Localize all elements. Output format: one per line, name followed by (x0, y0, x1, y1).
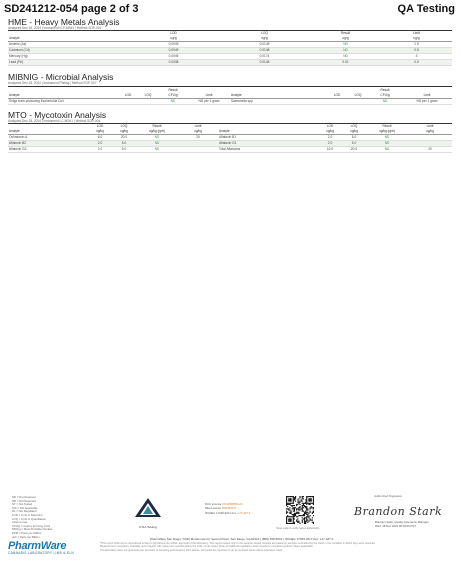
signer-info (375, 521, 455, 528)
table-cell: 0.0045 (128, 54, 219, 60)
column-header: Analyte (230, 88, 326, 99)
accreditation-triangle-icon (133, 497, 163, 519)
table-cell: ND (310, 42, 381, 48)
heavy-metals-table (8, 31, 452, 66)
table-cell: ND (136, 147, 178, 153)
license-label: DCC License (205, 502, 222, 506)
column-header: Limit (402, 88, 452, 99)
table-cell: 0.5 (381, 48, 452, 54)
column-header: Analyte (8, 88, 118, 99)
table-cell: ND (136, 135, 178, 141)
table-cell: ND (366, 147, 408, 153)
mycotoxin-title: MTO - Mycotoxin Analysis (8, 110, 107, 120)
table-cell: ND per 1 gram (402, 99, 452, 105)
column-header: LOQ (348, 88, 368, 99)
table-cell: 0.0049 (128, 42, 219, 48)
table-cell: 0.0148 (219, 48, 310, 54)
report-id: SD241212-054 page 2 of 3 (4, 3, 139, 15)
footer-abbreviations (12, 496, 82, 539)
abbreviation-note: CFU/g = Colony Forming Units (12, 523, 51, 528)
signer-line: Brandon Stark, Quality Assurance Manager (375, 520, 429, 524)
abbreviation-note: NT = Not Tested (12, 502, 33, 507)
table-cell: 6.0 (88, 135, 112, 141)
disclaimer-line: Measurement uncertainty available upon request. ND values are reported below the LOD. Limits reflect State of California regulatory action levels for cannabis products where applicable. (100, 545, 314, 549)
microbial-meta: Analyzed Dec 18, 2024 | Instrument Plating | Method SOP-007 (8, 81, 97, 85)
table-cell: Salmonella spp (230, 99, 326, 105)
table-cell: 0.01 (310, 60, 381, 66)
table-cell (348, 99, 368, 105)
column-header: Analyte (218, 124, 318, 135)
column-header: Analyte (8, 124, 88, 135)
abbreviation-note: LOD = Limit of Detection (12, 512, 43, 517)
table-cell: ND (366, 135, 408, 141)
abbreviation-note: NR = Not Reported (12, 498, 36, 503)
table-cell: ND per 1 gram (188, 99, 230, 105)
perma-accreditation-badge (133, 497, 163, 529)
table-cell: ND (136, 141, 178, 147)
disclaimer (100, 542, 456, 552)
mycotoxin-table (8, 124, 452, 153)
disclaimer-line: *This report shall not be reproduced except in full without the written approval of the laboratory. This report relates only to the samples tested. Results are based on samples submitted by the client in the condition in which they were received. (100, 542, 376, 545)
table-cell: Aflatoxin B1 (218, 135, 318, 141)
column-header: Analyte (8, 31, 128, 42)
license-block (205, 502, 275, 515)
table-cell (118, 99, 138, 105)
table-cell (326, 99, 348, 105)
table-cell: 5.0 (342, 135, 366, 141)
table-cell: 20.0 (342, 147, 366, 153)
table-cell: 0.0146 (219, 60, 310, 66)
abbreviation-note: Action Level (12, 520, 28, 525)
column-header: Result ug/kg (ppb) (366, 124, 408, 135)
table-cell: ND (366, 141, 408, 147)
column-header: LOQ (138, 88, 158, 99)
table-cell: 2.0 (318, 141, 342, 147)
table-cell: 1.5 (381, 42, 452, 48)
table-cell: 0.0174 (219, 54, 310, 60)
table-cell: Aflatoxin B2 (8, 141, 88, 147)
column-header: Result ug/kg (ppb) (136, 124, 178, 135)
license-label: DEA License (205, 506, 222, 511)
abbreviation-note: N/A = Not Applicable (12, 505, 38, 510)
abbreviation-note: ppb = Parts per Billion (12, 534, 40, 539)
heavy-metals-meta: Analyzed Dec 18, 2024 | Instrument ICP-MS#1 | Method SOP-001 (8, 26, 102, 30)
qr-caption: Scan code to verify report authenticity (276, 527, 320, 530)
table-cell: 0.0038 (128, 60, 219, 66)
table-cell: ND (310, 48, 381, 54)
abbreviation-note: ND = Not Detected (12, 495, 36, 499)
table-cell: Arsenic (As) (8, 42, 128, 48)
license-value: RS0463277 (221, 506, 237, 511)
header-row (8, 31, 452, 42)
table-cell: Ochratoxin A (8, 135, 88, 141)
table-cell (138, 99, 158, 105)
abbreviation-note: LOQ = Limit of Quantitation (12, 516, 46, 521)
column-header: Limit ug/kg (408, 124, 452, 135)
table-cell: Mercury (Hg) (8, 54, 128, 60)
table-cell: Aflatoxin G2 (8, 147, 88, 153)
table-cell: 2.0 (88, 141, 112, 147)
column-header: Limit ug/g (381, 31, 452, 42)
table-cell: 5.0 (342, 141, 366, 147)
table-cell: Aflatoxin G1 (218, 141, 318, 147)
table-cell: 2.0 (318, 135, 342, 141)
table-cell: Lead (Pb) (8, 60, 128, 66)
signer-line: Wed, 18 Dec 2024 00:00:00 PST (375, 523, 416, 528)
table-cell: 5.0 (112, 141, 136, 147)
table-cell: 20 (408, 147, 452, 153)
signature-label: Authorized Signature (374, 494, 403, 498)
column-header: Result ug/g (310, 31, 381, 42)
signature: Brandon Stark (354, 505, 443, 518)
license-label: ISO/IEC 17025:2017 Acc. (205, 510, 237, 515)
table-cell (178, 147, 218, 153)
column-header: LOQ ug/g (219, 31, 310, 42)
pharmware-logo (8, 540, 74, 555)
logo-wordmark: PharmWare (8, 540, 67, 552)
column-header: LOD (118, 88, 138, 99)
header-row (8, 88, 452, 99)
table-cell: 10.0 (318, 147, 342, 153)
abbreviation-note: RL = Not Regulated (12, 509, 37, 514)
table-row (8, 60, 452, 66)
header-lab-name: QA Testing (397, 3, 455, 15)
microbial-title: MIBNIG - Microbial Analysis (8, 72, 114, 82)
table-cell: 3 (381, 54, 452, 60)
table-cell: 20 (178, 135, 218, 141)
license-row (205, 511, 275, 515)
perma-name: PJLA Testing (139, 525, 157, 529)
table-cell: 0.0049 (128, 48, 219, 54)
table-cell: Shiga toxin-producing Escherichia Coli (8, 99, 118, 105)
table-cell: ND (310, 54, 381, 60)
table-cell: Total Aflatoxins (218, 147, 318, 153)
column-header: LOD ug/g (128, 31, 219, 42)
table-cell: 0.5 (381, 60, 452, 66)
column-header: Result CFU/g (158, 88, 188, 99)
logo-tagline: CANNABIS LABORATORY LIMS & ELN (8, 551, 74, 555)
table-row (8, 147, 452, 153)
license-value: L17-427-1 (237, 510, 251, 515)
column-header: Limit ug/kg (178, 124, 218, 135)
heavy-metals-title: HME - Heavy Metals Analysis (8, 17, 120, 27)
license-value: C8-0000059-LIC (222, 502, 243, 506)
abbreviation-note: MPN/g = Most Probable Number (12, 527, 53, 532)
column-header: LOQ ug/kg (342, 124, 366, 135)
table-cell: ND (158, 99, 188, 105)
table-cell: 20.0 (112, 135, 136, 141)
table-cell: 5.0 (112, 147, 136, 153)
verification-qr-code[interactable] (286, 496, 314, 529)
column-header: LOQ ug/kg (112, 124, 136, 135)
disclaimer-line: The laboratory does not guarantee the accuracy of sampling performed by third parties. All results are reported on an as received basis unless otherwise noted. (100, 548, 283, 552)
column-header: LOD (326, 88, 348, 99)
column-header: Result CFU/g (368, 88, 402, 99)
microbial-rule (8, 86, 452, 87)
lab-address: PharmWare San Diego | 5440 Morehouse Dr, Second Floor, San Diego, CA 92121 | (858) 356-5694 | ISO/IEC 17025:2017 Acc. L17-427-1 (150, 537, 334, 541)
qr-code-icon (286, 496, 314, 524)
microbial-table (8, 88, 452, 105)
column-header: LOD ug/kg (318, 124, 342, 135)
column-header: Limit (188, 88, 230, 99)
mycotoxin-meta: Analyzed Dec 18, 2024 | Instrument LC-MS#1 | Method SOP-004 (8, 119, 101, 123)
table-cell: ND (368, 99, 402, 105)
table-cell: 2.0 (88, 147, 112, 153)
table-cell: 0.0149 (219, 42, 310, 48)
column-header: LOD ug/kg (88, 124, 112, 135)
table-row (8, 99, 452, 105)
header-row (8, 124, 452, 135)
abbreviation-note: PPM = Parts per Million (12, 530, 42, 535)
table-cell: Cadmium (Cd) (8, 48, 128, 54)
